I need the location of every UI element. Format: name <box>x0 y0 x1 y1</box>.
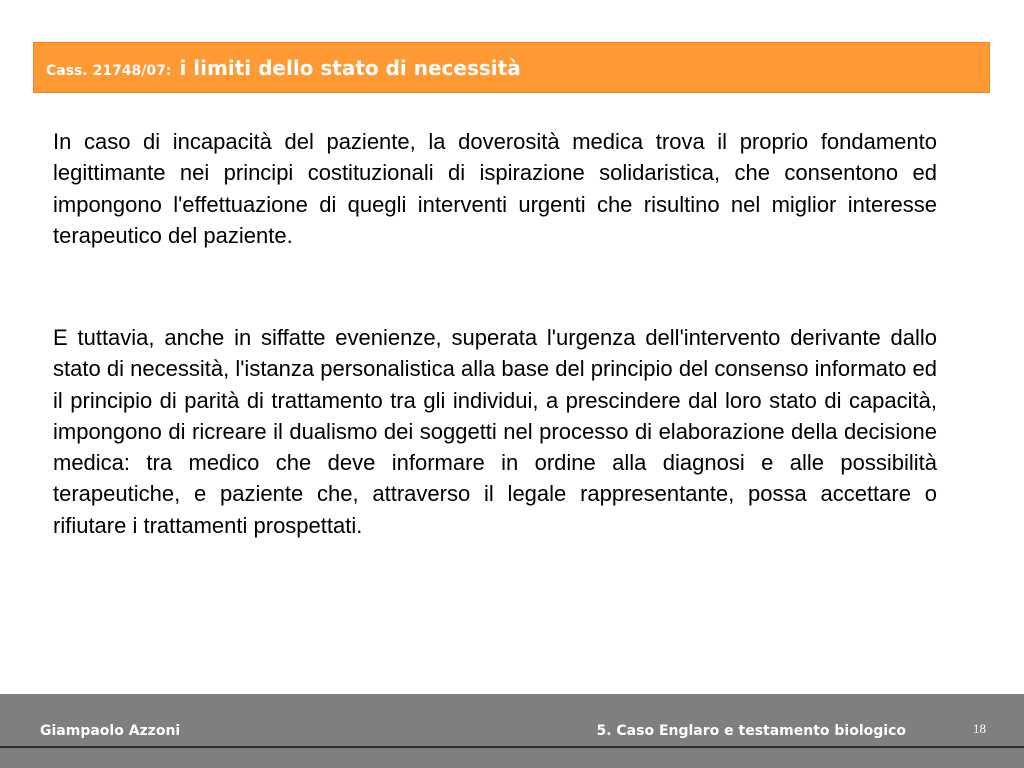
page-number: 18 <box>973 721 986 736</box>
title-prefix: Cass. 21748/07: <box>46 62 172 79</box>
body-paragraph-1: In caso di incapacità del paziente, la doverosità medica trova il proprio fondamento legittimante nei principi costituzionali di ispirazione solidaristica, che consentono ed impongono l'effettuazione di quegli interventi urgenti che risultino nel miglior interesse terapeutico del paziente. <box>53 129 937 248</box>
body-paragraph-2: E tuttavia, anche in siffatte evenienze, superata l'urgenza dell'intervento derivante dallo stato di necessità, l'istanza personalistica alla base del principio del consenso informato ed il principio di parità di trattamento tra gli individui, a prescindere dal loro stato di capacità, impongono di ricreare il dualismo dei soggetti nel processo di elaborazione della decisione medica: tra medico che deve informare in ordine alla diagnosi e alle possibilità terapeutiche, e paziente che, attraverso il legale rappresentante, possa accettare o rifiutare i trattamenti prospettati. <box>53 325 937 538</box>
footer-topic: 5. Caso Englaro e testamento biologico <box>596 723 906 739</box>
footer-divider <box>0 746 1024 748</box>
footer-author: Giampaolo Azzoni <box>40 723 181 739</box>
title-bar <box>33 42 990 93</box>
slide-title: i limiti dello stato di necessità <box>179 55 521 80</box>
